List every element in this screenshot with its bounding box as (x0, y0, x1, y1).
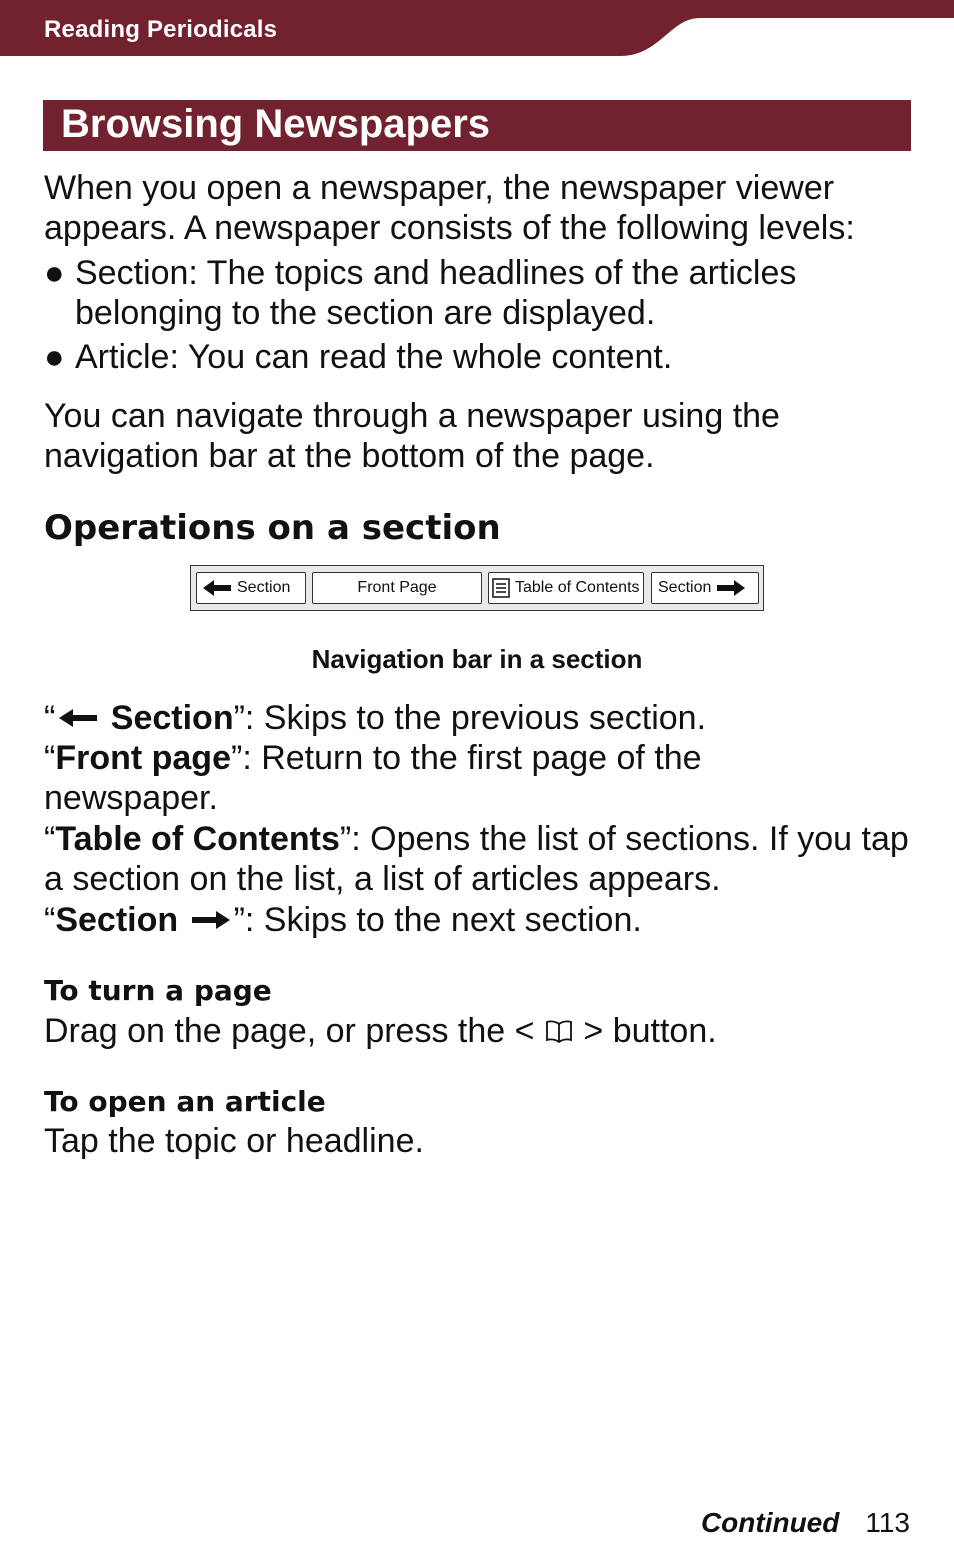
bullet-text: Section: The topics and headlines of the articles belonging to the section are displayed. (75, 254, 797, 332)
front-page-label: Front Page (357, 579, 437, 596)
toc-text: ”: Opens the list of sections. If you tap a section on the list, a list of articles appears. (44, 820, 909, 898)
header-title: Reading Periodicals (44, 16, 278, 43)
next-section-label: Section (658, 579, 712, 596)
front-page-button[interactable] (312, 572, 482, 604)
continued-label: Continued (700, 1507, 840, 1538)
next-section-text: ”: Skips to the next section. (233, 901, 642, 939)
open-article-text: Tap the topic or headline. (44, 1122, 424, 1160)
bullet-icon: ● (44, 254, 65, 292)
arrow-left-icon (55, 706, 101, 730)
turn-page-text-after: > button. (583, 1012, 717, 1050)
open-quote: “ (44, 820, 56, 858)
section-title-bar (43, 100, 911, 151)
book-icon (544, 1018, 574, 1044)
next-section-description (44, 900, 924, 940)
toc-description (44, 819, 924, 899)
page-footer (701, 1507, 910, 1539)
arrow-right-icon (711, 578, 751, 598)
open-article-heading: To open an article (44, 1085, 326, 1118)
bullet-icon: ● (44, 338, 65, 376)
turn-page-text-before: Drag on the page, or press the < (44, 1012, 535, 1050)
front-page-text: ”: Return to the first page of the newspaper. (44, 739, 702, 817)
intro-paragraph: When you open a newspaper, the newspaper viewer appears. A newspaper consists of the following levels: (44, 169, 855, 247)
toc-term: Table of Contents (55, 820, 340, 858)
list-icon (489, 577, 515, 599)
prev-section-text: ”: Skips to the previous section. (233, 699, 707, 737)
prev-section-label: Section (237, 579, 291, 596)
toc-label: Table of Contents (515, 579, 640, 596)
prev-section-description (44, 698, 924, 738)
open-quote: “ (44, 739, 56, 777)
page-number: 113 (865, 1507, 910, 1538)
open-quote: “ (44, 699, 56, 737)
arrow-right-icon (188, 908, 234, 932)
navigation-paragraph: You can navigate through a newspaper using the navigation bar at the bottom of the page. (44, 397, 780, 475)
navigation-bar (190, 565, 764, 611)
prev-section-term: Section (110, 699, 234, 737)
turn-page-heading: To turn a page (44, 974, 272, 1007)
front-page-term: Front page (55, 739, 231, 777)
header-bar (0, 0, 954, 58)
next-section-term: Section (55, 901, 179, 939)
toc-button[interactable] (488, 572, 644, 604)
bullet-text: Article: You can read the whole content. (75, 338, 673, 376)
next-section-button[interactable] (651, 572, 759, 604)
turn-page-text (44, 1011, 924, 1051)
section-title: Browsing Newspapers (61, 102, 491, 146)
figure-caption: Navigation bar in a section (311, 644, 643, 674)
prev-section-button[interactable] (196, 572, 306, 604)
open-quote: “ (44, 901, 56, 939)
front-page-description (44, 738, 804, 818)
arrow-left-icon (197, 578, 237, 598)
operations-heading: Operations on a section (44, 508, 501, 548)
